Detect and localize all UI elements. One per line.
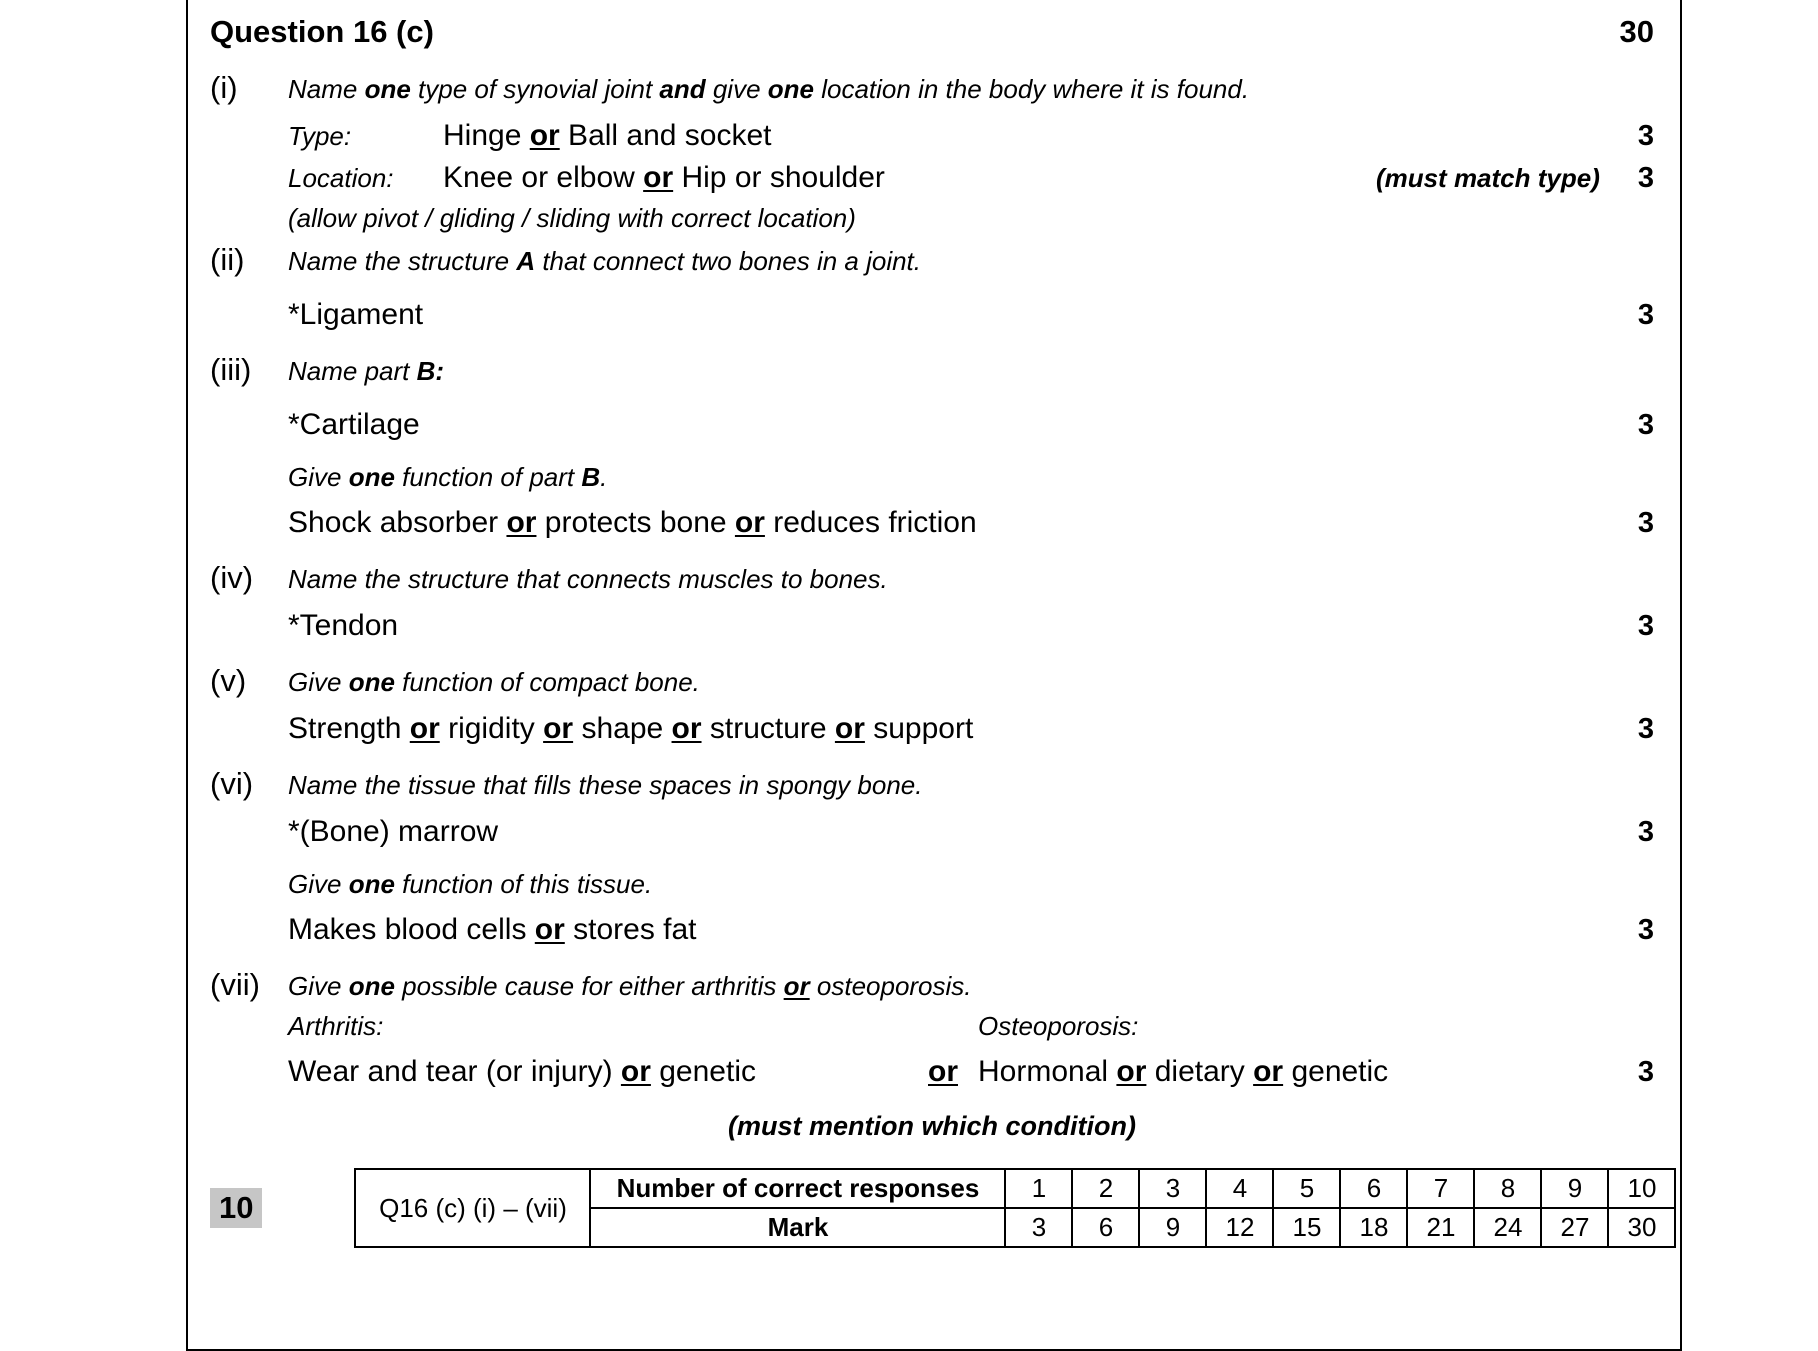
response-cell: 9 bbox=[1541, 1169, 1608, 1208]
total-marks: 30 bbox=[1619, 14, 1654, 49]
part-vi-answer-row bbox=[288, 815, 1654, 849]
part-iv-numeral: (iv) bbox=[210, 560, 254, 595]
mark-cell: 9 bbox=[1139, 1208, 1206, 1247]
part-i-prompt-row bbox=[210, 70, 1654, 106]
response-cell: 10 bbox=[1608, 1169, 1675, 1208]
response-cell: 1 bbox=[1005, 1169, 1072, 1208]
marking-scheme-box bbox=[186, 0, 1682, 1351]
part-iii-function-prompt: Give one function of part B. bbox=[288, 462, 608, 492]
response-cell: 6 bbox=[1340, 1169, 1407, 1208]
response-cell: 5 bbox=[1273, 1169, 1340, 1208]
mark-header: Mark bbox=[590, 1208, 1005, 1247]
score-table-question-label: Q16 (c) (i) – (vii) bbox=[355, 1169, 590, 1247]
type-mark: 3 bbox=[1637, 120, 1654, 152]
part-vii-mark: 3 bbox=[1637, 1056, 1654, 1088]
response-cell: 4 bbox=[1206, 1169, 1273, 1208]
part-iii-mark: 3 bbox=[1637, 409, 1654, 441]
location-mark: 3 bbox=[1637, 162, 1654, 194]
response-cell: 7 bbox=[1407, 1169, 1474, 1208]
part-vii-condition-labels-row bbox=[288, 1011, 1654, 1042]
part-v-numeral: (v) bbox=[210, 663, 247, 698]
response-cell: 3 bbox=[1139, 1169, 1206, 1208]
response-cell: 8 bbox=[1474, 1169, 1541, 1208]
part-ii-answer: *Ligament bbox=[288, 298, 424, 331]
part-ii-numeral: (ii) bbox=[210, 242, 245, 277]
part-iv-prompt-row bbox=[210, 560, 1654, 596]
part-iii-function-prompt-row bbox=[288, 462, 1654, 493]
type-label: Type: bbox=[288, 121, 352, 151]
part-vi-function-prompt-row bbox=[288, 869, 1654, 900]
arthritis-label: Arthritis: bbox=[288, 1011, 384, 1041]
part-vi-function-mark: 3 bbox=[1637, 914, 1654, 946]
part-i-allow-note-row bbox=[288, 203, 1654, 234]
part-iii-prompt-row bbox=[210, 352, 1654, 388]
part-vi-function-answer-row bbox=[288, 913, 1654, 947]
mark-cell: 24 bbox=[1474, 1208, 1541, 1247]
part-vii-answer-row bbox=[288, 1055, 1654, 1089]
part-vii-prompt-row bbox=[210, 967, 1654, 1003]
part-vi-prompt: Name the tissue that fills these spaces in spongy bone. bbox=[288, 770, 923, 800]
part-v-mark: 3 bbox=[1637, 713, 1654, 745]
part-vi-function-prompt: Give one function of this tissue. bbox=[288, 869, 653, 899]
part-v-prompt: Give one function of compact bone. bbox=[288, 667, 700, 697]
part-vi-prompt-row bbox=[210, 766, 1654, 802]
part-ii-prompt: Name the structure A that connect two bones in a joint. bbox=[288, 246, 922, 276]
location-label: Location: bbox=[288, 163, 394, 193]
part-vi-mark: 3 bbox=[1637, 816, 1654, 848]
part-iii-function-mark: 3 bbox=[1637, 507, 1654, 539]
part-i-location-row bbox=[288, 161, 1654, 195]
part-iv-mark: 3 bbox=[1637, 610, 1654, 642]
osteoporosis-label: Osteoporosis: bbox=[978, 1011, 1139, 1041]
allow-note: (allow pivot / gliding / sliding with correct location) bbox=[288, 203, 856, 233]
question-title: Question 16 (c) bbox=[210, 14, 434, 49]
part-iii-answer: *Cartilage bbox=[288, 408, 420, 441]
part-vii-prompt: Give one possible cause for either arthritis or osteoporosis. bbox=[288, 971, 972, 1001]
part-ii-answer-row bbox=[288, 298, 1654, 332]
part-iv-prompt: Name the structure that connects muscles to bones. bbox=[288, 564, 888, 594]
mark-cell: 12 bbox=[1206, 1208, 1273, 1247]
scoring-footer bbox=[210, 1168, 1657, 1248]
part-ii-prompt-row bbox=[210, 242, 1654, 278]
part-iv-answer-row bbox=[288, 609, 1654, 643]
mark-cell: 15 bbox=[1273, 1208, 1340, 1247]
responses-header: Number of correct responses bbox=[590, 1169, 1005, 1208]
mark-cell: 21 bbox=[1407, 1208, 1474, 1247]
part-vi-answer: *(Bone) marrow bbox=[288, 815, 499, 848]
question-header bbox=[210, 14, 1654, 50]
part-v-prompt-row bbox=[210, 663, 1654, 699]
part-i-type-row bbox=[288, 119, 1654, 153]
part-iii-prompt: Name part B: bbox=[288, 356, 445, 386]
part-v-answer: Strength or rigidity or shape or structure or support bbox=[288, 712, 974, 745]
part-ii-mark: 3 bbox=[1637, 299, 1654, 331]
part-i-numeral: (i) bbox=[210, 70, 238, 105]
part-vi-numeral: (vi) bbox=[210, 766, 254, 801]
must-match-type-note: (must match type) bbox=[1375, 163, 1600, 193]
arthritis-answer: Wear and tear (or injury) or genetic bbox=[288, 1055, 756, 1088]
part-iv-answer: *Tendon bbox=[288, 609, 399, 642]
question-total-highlight: 10 bbox=[210, 1188, 262, 1228]
part-vi-function-answer: Makes blood cells or stores fat bbox=[288, 913, 697, 946]
part-iii-function-answer: Shock absorber or protects bone or reduces friction bbox=[288, 506, 977, 539]
must-mention-condition-note: (must mention which condition) bbox=[728, 1111, 1136, 1141]
mark-cell: 27 bbox=[1541, 1208, 1608, 1247]
type-answer: Hinge or Ball and socket bbox=[443, 119, 772, 152]
location-answer: Knee or elbow or Hip or shoulder bbox=[443, 161, 885, 194]
part-iii-numeral: (iii) bbox=[210, 352, 252, 387]
score-table bbox=[354, 1168, 1676, 1248]
mark-cell: 30 bbox=[1608, 1208, 1675, 1247]
osteoporosis-answer: Hormonal or dietary or genetic bbox=[978, 1055, 1389, 1088]
part-iii-function-answer-row bbox=[288, 506, 1654, 540]
part-v-answer-row bbox=[288, 712, 1654, 746]
mark-cell: 3 bbox=[1005, 1208, 1072, 1247]
responses-row bbox=[355, 1169, 1675, 1208]
part-vii-numeral: (vii) bbox=[210, 967, 260, 1002]
mark-cell: 6 bbox=[1072, 1208, 1139, 1247]
part-i-prompt: Name one type of synovial joint and give one location in the body where it is found. bbox=[288, 74, 1250, 104]
part-iii-answer-row bbox=[288, 408, 1654, 442]
mark-cell: 18 bbox=[1340, 1208, 1407, 1247]
either-or: or bbox=[928, 1055, 958, 1088]
response-cell: 2 bbox=[1072, 1169, 1139, 1208]
